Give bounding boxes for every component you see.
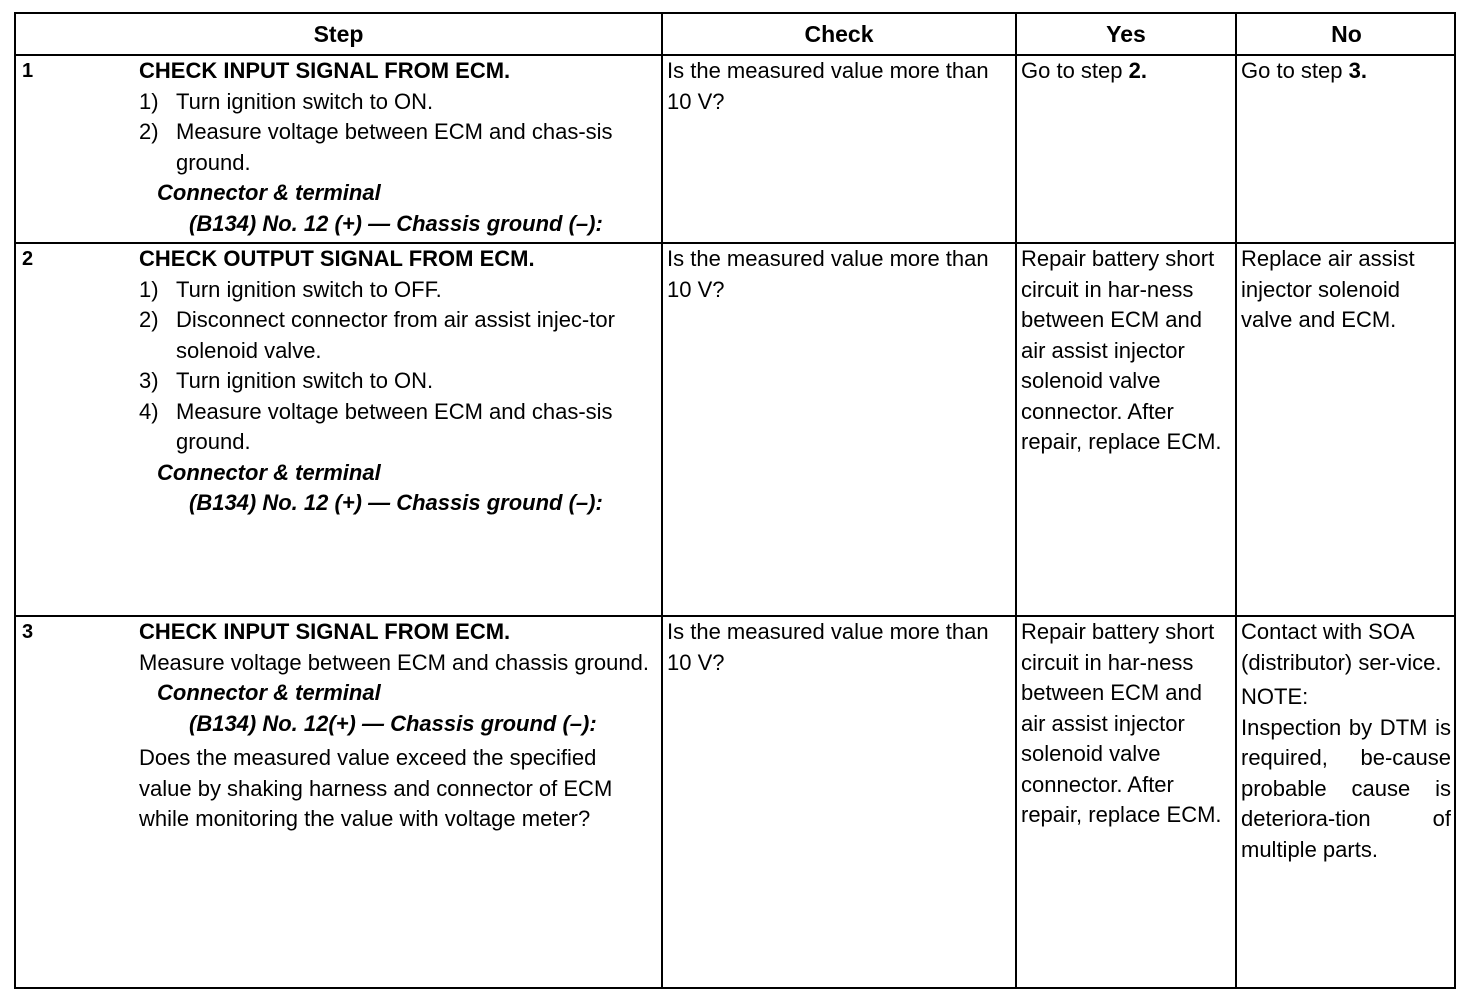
diagnostic-table <box>14 12 1456 989</box>
step-content <box>139 617 654 835</box>
header-step: Step <box>313 21 364 47</box>
yes-action: Repair battery short circuit in har-ness between ECM and air assist injector solenoid valve connector. After repair, replace ECM. <box>1021 246 1222 454</box>
column-divider <box>1235 14 1237 54</box>
check-text: Is the measured value more than 10 V? <box>667 619 989 675</box>
no-action <box>1241 617 1451 865</box>
column-divider <box>1015 244 1017 615</box>
list-item <box>139 305 654 366</box>
item-text: Disconnect connector from air assist injec-tor solenoid valve. <box>176 307 615 363</box>
step-title: CHECK INPUT SIGNAL FROM ECM. <box>139 58 511 83</box>
item-text: Turn ignition switch to ON. <box>176 88 434 114</box>
step-number: 1 <box>22 60 34 82</box>
item-number: 3) <box>139 368 159 393</box>
header-no: No <box>1331 21 1362 47</box>
table-row <box>16 617 1454 987</box>
no-step-link: 3. <box>1348 58 1367 83</box>
check-text: Is the measured value more than 10 V? <box>667 58 989 114</box>
column-divider <box>1235 244 1237 615</box>
terminal-spec: (B134) No. 12(+) — Chassis ground (–): <box>189 710 597 736</box>
item-number: 2) <box>139 119 159 144</box>
column-divider <box>661 14 663 54</box>
step-intro: Measure voltage between ECM and chassis ground. <box>139 649 649 675</box>
note-label: NOTE: <box>1241 684 1309 709</box>
step-content <box>139 244 654 519</box>
step-question: Does the measured value exceed the specified value by shaking harness and connector of ECM while monitoring the value with voltage meter? <box>139 745 613 831</box>
list-item <box>139 87 654 118</box>
yes-action: Repair battery short circuit in har-ness between ECM and air assist injector solenoid valve connector. After repair, replace ECM. <box>1021 619 1222 827</box>
item-number: 1) <box>139 276 159 302</box>
column-divider <box>1235 56 1237 242</box>
item-number: 2) <box>139 307 159 332</box>
terminal-spec: (B134) No. 12 (+) — Chassis ground (–): <box>189 210 603 236</box>
note-text: Inspection by DTM is required, be-cause probable cause is deteriora-tion of multiple parts. <box>1241 714 1451 862</box>
connector-label: Connector & terminal <box>157 680 381 705</box>
column-divider <box>1015 617 1017 987</box>
table-row <box>16 56 1454 244</box>
step-title: CHECK OUTPUT SIGNAL FROM ECM. <box>139 246 535 271</box>
no-action: Replace air assist injector solenoid valve and ECM. <box>1241 246 1415 332</box>
header-yes: Yes <box>1106 21 1146 47</box>
table-header-row <box>16 14 1454 56</box>
list-item <box>139 397 654 458</box>
step-number: 3 <box>22 621 34 643</box>
connector-label: Connector & terminal <box>157 180 381 205</box>
item-number: 4) <box>139 398 159 424</box>
header-check: Check <box>804 21 874 47</box>
step-content <box>139 56 654 239</box>
column-divider <box>661 244 663 615</box>
list-item <box>139 275 654 306</box>
table-row <box>16 244 1454 617</box>
step-title: CHECK INPUT SIGNAL FROM ECM. <box>139 619 511 644</box>
terminal-spec: (B134) No. 12 (+) — Chassis ground (–): <box>189 490 603 515</box>
no-prefix: Go to step <box>1241 58 1349 83</box>
no-action <box>1241 56 1451 87</box>
list-item <box>139 366 654 397</box>
no-text: Contact with SOA (distributor) ser-vice. <box>1241 619 1442 675</box>
check-text: Is the measured value more than 10 V? <box>667 246 989 302</box>
column-divider <box>1015 14 1017 54</box>
connector-label: Connector & terminal <box>157 459 381 485</box>
item-text: Measure voltage between ECM and chas-sis ground. <box>176 119 613 175</box>
column-divider <box>661 617 663 987</box>
list-item <box>139 117 654 178</box>
yes-action <box>1021 56 1231 87</box>
step-number: 2 <box>22 248 34 270</box>
column-divider <box>1235 617 1237 987</box>
item-text: Turn ignition switch to OFF. <box>176 276 442 302</box>
yes-step-link: 2. <box>1128 58 1147 83</box>
column-divider <box>1015 56 1017 242</box>
yes-prefix: Go to step <box>1021 58 1129 83</box>
item-text: Turn ignition switch to ON. <box>176 368 434 393</box>
column-divider <box>661 56 663 242</box>
item-text: Measure voltage between ECM and chas-sis ground. <box>176 398 613 454</box>
item-number: 1) <box>139 88 159 114</box>
